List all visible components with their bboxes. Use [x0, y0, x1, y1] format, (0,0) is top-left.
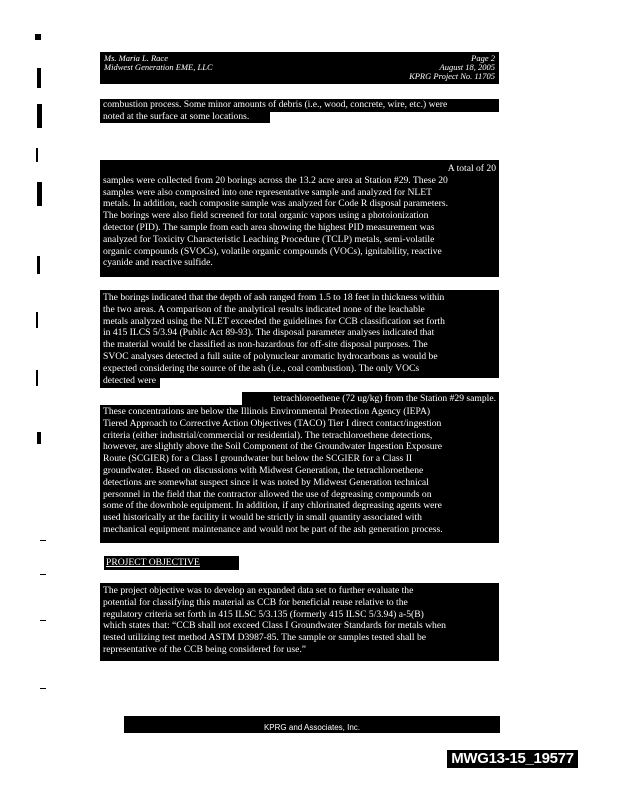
text-line: tested utilizing test method ASTM D3987-85. The sample or samples tested shall be — [103, 632, 427, 644]
paragraph-sampling — [100, 160, 499, 277]
text-line: organic compounds (SVOCs), volatile organic compounds (VOCs), ignitability, reactive — [103, 245, 442, 257]
letter-header — [100, 52, 499, 84]
scan-mark — [37, 104, 42, 128]
text-line: detections are somewhat suspect since it was noted by Midwest Generation technical — [103, 476, 429, 488]
text-line-lead: A total of 20 — [447, 163, 496, 174]
text-line: SVOC analyses detected a full suite of polynuclear aromatic hydrocarbons as would be — [103, 350, 438, 362]
scan-mark — [37, 68, 41, 88]
letter-date: August 18, 2005 — [439, 62, 495, 72]
scan-mark — [35, 34, 41, 40]
text-line: the material would be classified as non-hazardous for off-site disposal purposes. The — [103, 339, 428, 351]
scan-mark — [36, 312, 38, 328]
text-line: Route (SCGIER) for a Class I groundwater but below the SCGIER for a Class II — [103, 453, 413, 465]
paragraph-results — [100, 290, 499, 388]
text-line: detected were — [103, 374, 156, 386]
text-line: These concentrations are below the Illinois Environmental Protection Agency (IEPA) — [103, 406, 431, 417]
text-line: The borings were also field screened for total organic vapors using a photoionization — [103, 210, 429, 222]
text-line: representative of the CCB being considered for use.” — [103, 643, 307, 655]
text-line: criteria (either industrial/commercial or residential). The tetrachloroethene detections, — [103, 429, 433, 441]
text-line-voc-detection: tetrachloroethene (72 ug/kg) from the Station #29 sample. — [242, 392, 499, 405]
scan-mark — [36, 370, 38, 386]
text-line: Tiered Approach to Corrective Action Objectives (TACO) Tier I direct contact/ingestion — [103, 417, 442, 429]
text-line: detector (PID). The sample from each area showing the highest PID measurement was — [103, 221, 435, 233]
text-line: some of the downhole equipment. In addition, if any chlorinated degreasing agents were — [103, 500, 442, 512]
text-line: mechanical equipment maintenance and would not be part of the ash generation process. — [103, 523, 443, 535]
text-line: metals. In addition, each composite sample was analyzed for Code R disposal parameters. — [103, 198, 449, 210]
text-line: The project objective was to develop an expanded data set to further evaluate the — [103, 585, 414, 596]
text-line: metals analyzed using the NLET exceeded the guidelines for CCB classification set forth — [103, 315, 445, 327]
text-line: groundwater. Based on discussions with Midwest Generation, the tetrachloroethene — [103, 464, 424, 476]
text-line: which states that: “CCB shall not exceed Class I Groundwater Standards for metals when — [103, 620, 446, 632]
paragraph-project-objective — [100, 583, 499, 661]
text-line: expected considering the source of the ash (i.e., coal combustion). The only VOCs — [103, 362, 420, 374]
page-number: Page 2 — [471, 53, 495, 63]
scan-mark — [37, 182, 42, 206]
recipient-company: Midwest Generation EME, LLC — [104, 62, 213, 72]
text-line: however, are slightly above the Soil Component of the Groundwater Ingestion Exposure — [103, 441, 443, 453]
text-line: noted at the surface at some locations. — [103, 110, 250, 122]
text-line: personnel in the field that the contractor allowed the use of degreasing compounds on — [103, 488, 432, 500]
text-line: cyanide and reactive sulfide. — [103, 257, 213, 269]
text-line: used historically at the facility it would be strictly in small quantity associated with — [103, 512, 422, 524]
scan-mark — [40, 540, 46, 541]
scan-mark — [40, 574, 46, 575]
section-heading-project-objective: PROJECT OBJECTIVE — [104, 556, 239, 570]
paragraph-taco-comparison — [100, 405, 499, 543]
text-line: samples were collected from 20 borings across the 13.2 acre area at Station #29. These 20 — [103, 174, 448, 186]
text-line: regulatory criteria set forth in 415 ILSC 5/3.135 (formerly 415 ILSC 5/3.94) a-5(B) — [103, 608, 424, 620]
text-line: analyzed for Toxicity Characteristic Leaching Procedure (TCLP) metals, semi-volatile — [103, 233, 435, 245]
scan-mark — [37, 432, 41, 444]
scan-mark — [37, 256, 40, 274]
text-line: the two areas. A comparison of the analytical results indicated none of the leachable — [103, 303, 425, 315]
text-line: potential for classifying this material as CCB for beneficial reuse relative to the — [103, 596, 408, 608]
scan-mark — [36, 148, 38, 162]
project-number: KPRG Project No. 11705 — [409, 71, 495, 81]
text-line: in 415 ILCS 5/3.94 (Public Act 89-93). The disposal parameter analyses indicated that — [103, 327, 435, 339]
text-line: combustion process. Some minor amounts of debris (i.e., wood, concrete, wire, etc.) were — [103, 99, 448, 110]
recipient-name: Ms. Maria L. Race — [104, 53, 168, 63]
text-line: samples were also composited into one representative sample and analyzed for NLET — [103, 186, 433, 198]
scan-mark — [40, 688, 46, 689]
text-line: The borings indicated that the depth of ash ranged from 1.5 to 18 feet in thickness within — [103, 292, 445, 303]
scan-mark — [40, 620, 46, 621]
footer-company: KPRG and Associates, Inc. — [124, 716, 500, 733]
bates-stamp: MWG13-15_19577 — [447, 750, 578, 768]
